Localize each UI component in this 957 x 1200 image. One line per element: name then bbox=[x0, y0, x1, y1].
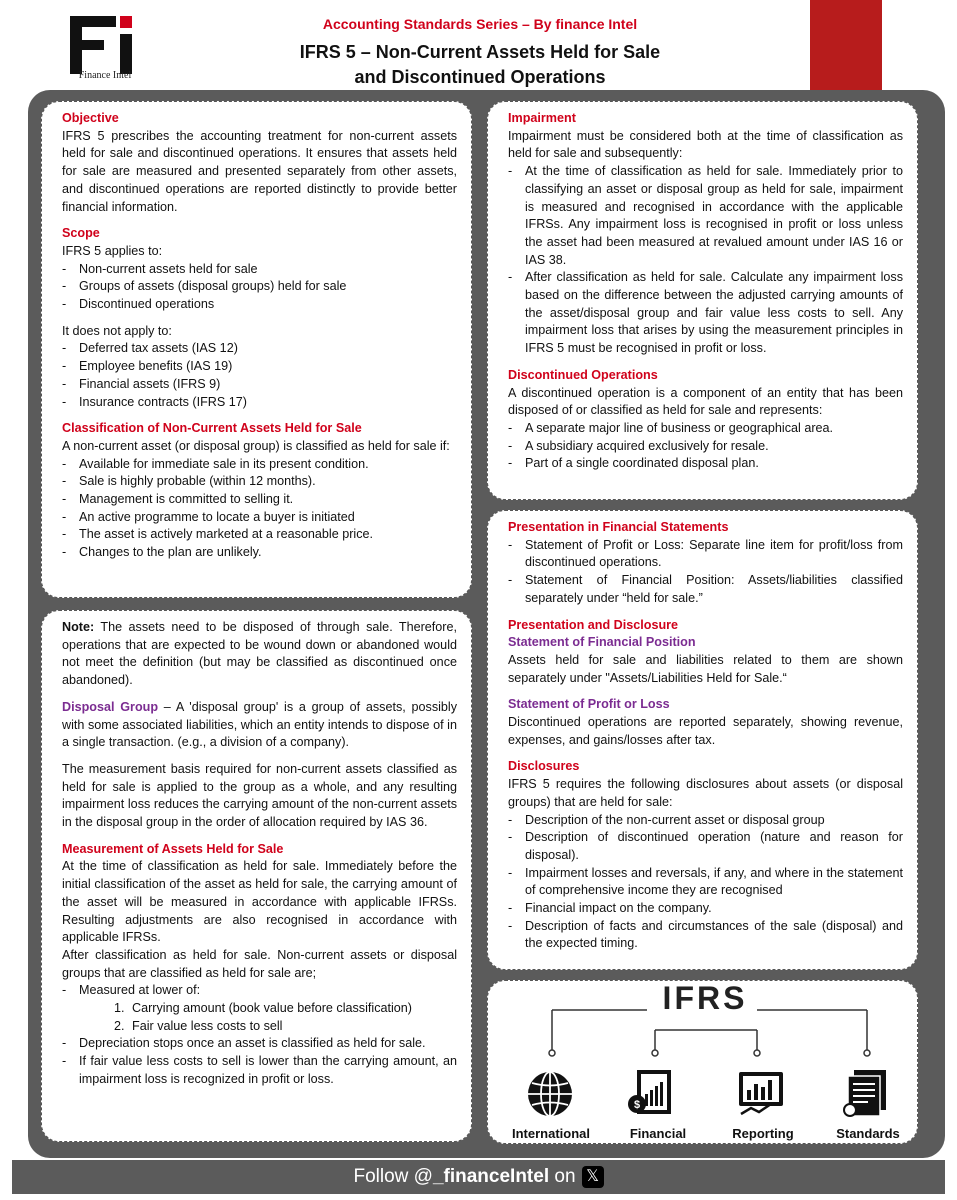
lower-of-sublist bbox=[62, 1000, 457, 1035]
impairment-intro: Impairment must be considered both at the time of classification as held for sale and subsequently: bbox=[508, 128, 903, 161]
standards-document-icon bbox=[840, 1068, 896, 1118]
measurement-list-2 bbox=[62, 1035, 457, 1088]
disposal-group-paragraph bbox=[62, 699, 457, 752]
note-text: The assets need to be disposed of through sale. Therefore, operations that are expected to be wound down or abandoned would not meet the definition (but may be classified as discontinued once abandoned). bbox=[62, 620, 457, 688]
list-item: 2. Fair value less costs to sell bbox=[128, 1018, 457, 1036]
objective-heading: Objective bbox=[62, 111, 119, 125]
impairment-box bbox=[487, 101, 918, 500]
list-item: - Groups of assets (disposal groups) held for sale bbox=[62, 278, 457, 296]
discontinued-heading: Discontinued Operations bbox=[508, 367, 658, 382]
title-line-1: IFRS 5 – Non-Current Assets Held for Sale bbox=[299, 42, 661, 62]
financial-report-icon bbox=[625, 1068, 681, 1118]
scope-applies-list bbox=[62, 261, 457, 314]
list-item: - Available for immediate sale in its present condition. bbox=[62, 456, 457, 474]
measurement-p1: At the time of classification as held for sale. Immediately before the initial classification of the asset as held for sale, the carrying amount of the asset will be measured in accordance with applicable IFRSs. Resulting adjustments are also recognised in accordance with applicable IFRSs. bbox=[62, 859, 457, 945]
impairment-list bbox=[508, 163, 903, 358]
list-item: - The asset is actively marketed at a reasonable price. bbox=[62, 526, 457, 544]
list-item: - Description of facts and circumstances of the sale (disposal) and the expected timing. bbox=[508, 918, 903, 953]
classification-heading: Classification of Non-Current Assets Held for Sale bbox=[62, 421, 362, 436]
logo-caption: Finance Intel bbox=[78, 70, 132, 81]
x-logo-icon[interactable]: 𝕏 bbox=[582, 1166, 604, 1188]
label-standards: Standards bbox=[836, 1126, 900, 1141]
objective-scope-box bbox=[41, 101, 472, 598]
list-item: - Deferred tax assets (IAS 12) bbox=[62, 340, 457, 358]
discontinued-intro: A discontinued operation is a component of an entity that has been disposed of or classified as held for sale and represents: bbox=[508, 385, 903, 418]
list-item: - Discontinued operations bbox=[62, 296, 457, 314]
list-item: - Financial impact on the company. bbox=[508, 900, 903, 918]
reporting-chart-icon bbox=[735, 1068, 791, 1118]
footer-prefix: Follow @ bbox=[353, 1166, 433, 1187]
discontinued-list bbox=[508, 420, 903, 473]
spl-text: Discontinued operations are reported separately, showing revenue, expenses, and gains/losses after tax. bbox=[508, 715, 903, 747]
label-international: International bbox=[511, 1126, 590, 1141]
list-item: - Depreciation stops once an asset is classified as held for sale. bbox=[62, 1035, 457, 1053]
ifrs-wordmark: IFRS bbox=[662, 980, 748, 1016]
spl-heading: Statement of Profit or Loss bbox=[508, 697, 670, 712]
disclosures-heading: Disclosures bbox=[508, 759, 580, 774]
scope-heading: Scope bbox=[62, 226, 100, 241]
note-label: Note: bbox=[62, 620, 95, 634]
presentation-fs-list bbox=[508, 537, 903, 608]
list-item: - Statement of Financial Position: Assets/liabilities classified separately under “held for sale.” bbox=[508, 572, 903, 607]
scope-not-list bbox=[62, 340, 457, 411]
list-item: 1. Carrying amount (book value before classification) bbox=[128, 1000, 457, 1018]
presentation-box bbox=[487, 510, 918, 970]
objective-text: IFRS 5 prescribes the accounting treatment for non-current assets held for sale and discontinued operations. It ensures that assets held for sale are measured and presented separately from other assets, and discontinued operations are reported distinctly to provide better financial information. bbox=[62, 128, 457, 214]
list-item bbox=[62, 982, 457, 1000]
disposal-group-text: – A 'disposal group' is a group of assets, possibly with some associated liabilities, which an entity intends to dispose of in a single transaction. (e.g., a division of a company). bbox=[62, 699, 458, 750]
title-line-2: and Discontinued Operations bbox=[354, 67, 606, 87]
list-item: - Non-current assets held for sale bbox=[62, 261, 457, 279]
list-item: - Changes to the plan are unlikely. bbox=[62, 544, 457, 562]
disclosures-intro: IFRS 5 requires the following disclosures about assets (or disposal groups) that are held for sale: bbox=[508, 777, 903, 809]
label-reporting: Reporting bbox=[732, 1126, 794, 1141]
list-item: - Financial assets (IFRS 9) bbox=[62, 376, 457, 394]
impairment-heading: Impairment bbox=[508, 111, 576, 125]
follow-footer[interactable] bbox=[12, 1160, 945, 1194]
scope-not-intro: It does not apply to: bbox=[62, 323, 172, 338]
classification-list bbox=[62, 456, 457, 562]
list-item: - At the time of classification as held for sale. Immediately prior to classifying an asset or disposal group as held for sale, impairment is measured and recognised in accordance with the applicable IFRSs. Any impairment loss is recognised in profit or loss unless the asset had been measured at revalued amount under IAS 16 or IAS 38. bbox=[508, 163, 903, 269]
list-item: - A separate major line of business or geographical area. bbox=[508, 420, 903, 438]
series-title: Accounting Standards Series – By finance Intel bbox=[322, 16, 638, 32]
measurement-p2: After classification as held for sale. Non-current assets or disposal groups that are classified as held for sale are; bbox=[62, 947, 457, 980]
measurement-list bbox=[62, 982, 457, 1000]
list-item: - Insurance contracts (IFRS 17) bbox=[62, 394, 457, 412]
footer-handle[interactable]: _financeIntel bbox=[432, 1166, 550, 1187]
scope-applies-intro: IFRS 5 applies to: bbox=[62, 243, 163, 258]
presentation-fs-heading: Presentation in Financial Statements bbox=[508, 520, 729, 534]
list-item: - Employee benefits (IAS 19) bbox=[62, 358, 457, 376]
label-financial: Financial bbox=[629, 1126, 687, 1141]
svg-text:$: $ bbox=[633, 1099, 641, 1111]
measurement-heading: Measurement of Assets Held for Sale bbox=[62, 841, 284, 856]
list-item: - An active programme to locate a buyer is initiated bbox=[62, 509, 457, 527]
disposal-group-label: Disposal Group bbox=[62, 699, 159, 714]
presentation-disclosure-heading: Presentation and Disclosure bbox=[508, 617, 679, 632]
list-item: - Statement of Profit or Loss: Separate line item for profit/loss from discontinued operations. bbox=[508, 537, 903, 572]
sfp-heading: Statement of Financial Position bbox=[508, 635, 696, 650]
lower-of-label: Measured at lower of: bbox=[79, 983, 201, 998]
list-item: - Impairment losses and reversals, if any, and where in the statement of comprehensive income they are recognised bbox=[508, 865, 903, 900]
list-item: - Sale is highly probable (within 12 months). bbox=[62, 473, 457, 491]
page-title bbox=[230, 40, 730, 90]
classification-intro: A non-current asset (or disposal group) is classified as held for sale if: bbox=[62, 438, 450, 453]
list-item: - Description of discontinued operation (nature and reason for disposal). bbox=[508, 829, 903, 864]
list-item: - Management is committed to selling it. bbox=[62, 491, 457, 509]
globe-icon bbox=[522, 1070, 578, 1118]
list-item: - Description of the non-current asset or disposal group bbox=[508, 812, 903, 830]
disclosures-list bbox=[508, 812, 903, 954]
note-paragraph bbox=[62, 619, 457, 690]
list-item: - Part of a single coordinated disposal plan. bbox=[508, 455, 903, 473]
list-item: - If fair value less costs to sell is lower than the carrying amount, an impairment loss is recognized in profit or loss. bbox=[62, 1053, 457, 1088]
footer-suffix: on bbox=[549, 1166, 576, 1187]
measurement-basis-text: The measurement basis required for non-current assets classified as held for sale is applied to the group as a whole, and any resulting impairment loss reduces the carrying amount of the non-current assets in the disposal group in the order of allocation required by IAS 36. bbox=[62, 761, 457, 830]
header-red-bar bbox=[810, 0, 882, 90]
note-measurement-box bbox=[41, 610, 472, 1142]
list-item: - After classification as held for sale. Calculate any impairment loss based on the difference between the adjusted carrying amounts of the asset/disposal group and fair value less costs to sell. Any impairment loss that arises by using the measurement principles in IFRS 5 must be recognised in profit or loss. bbox=[508, 269, 903, 358]
list-item: - A subsidiary acquired exclusively for resale. bbox=[508, 438, 903, 456]
ifrs-connector-lines bbox=[487, 990, 918, 1070]
sfp-text: Assets held for sale and liabilities related to them are shown separately under "Assets/Liabilities Held for Sale.“ bbox=[508, 652, 903, 685]
